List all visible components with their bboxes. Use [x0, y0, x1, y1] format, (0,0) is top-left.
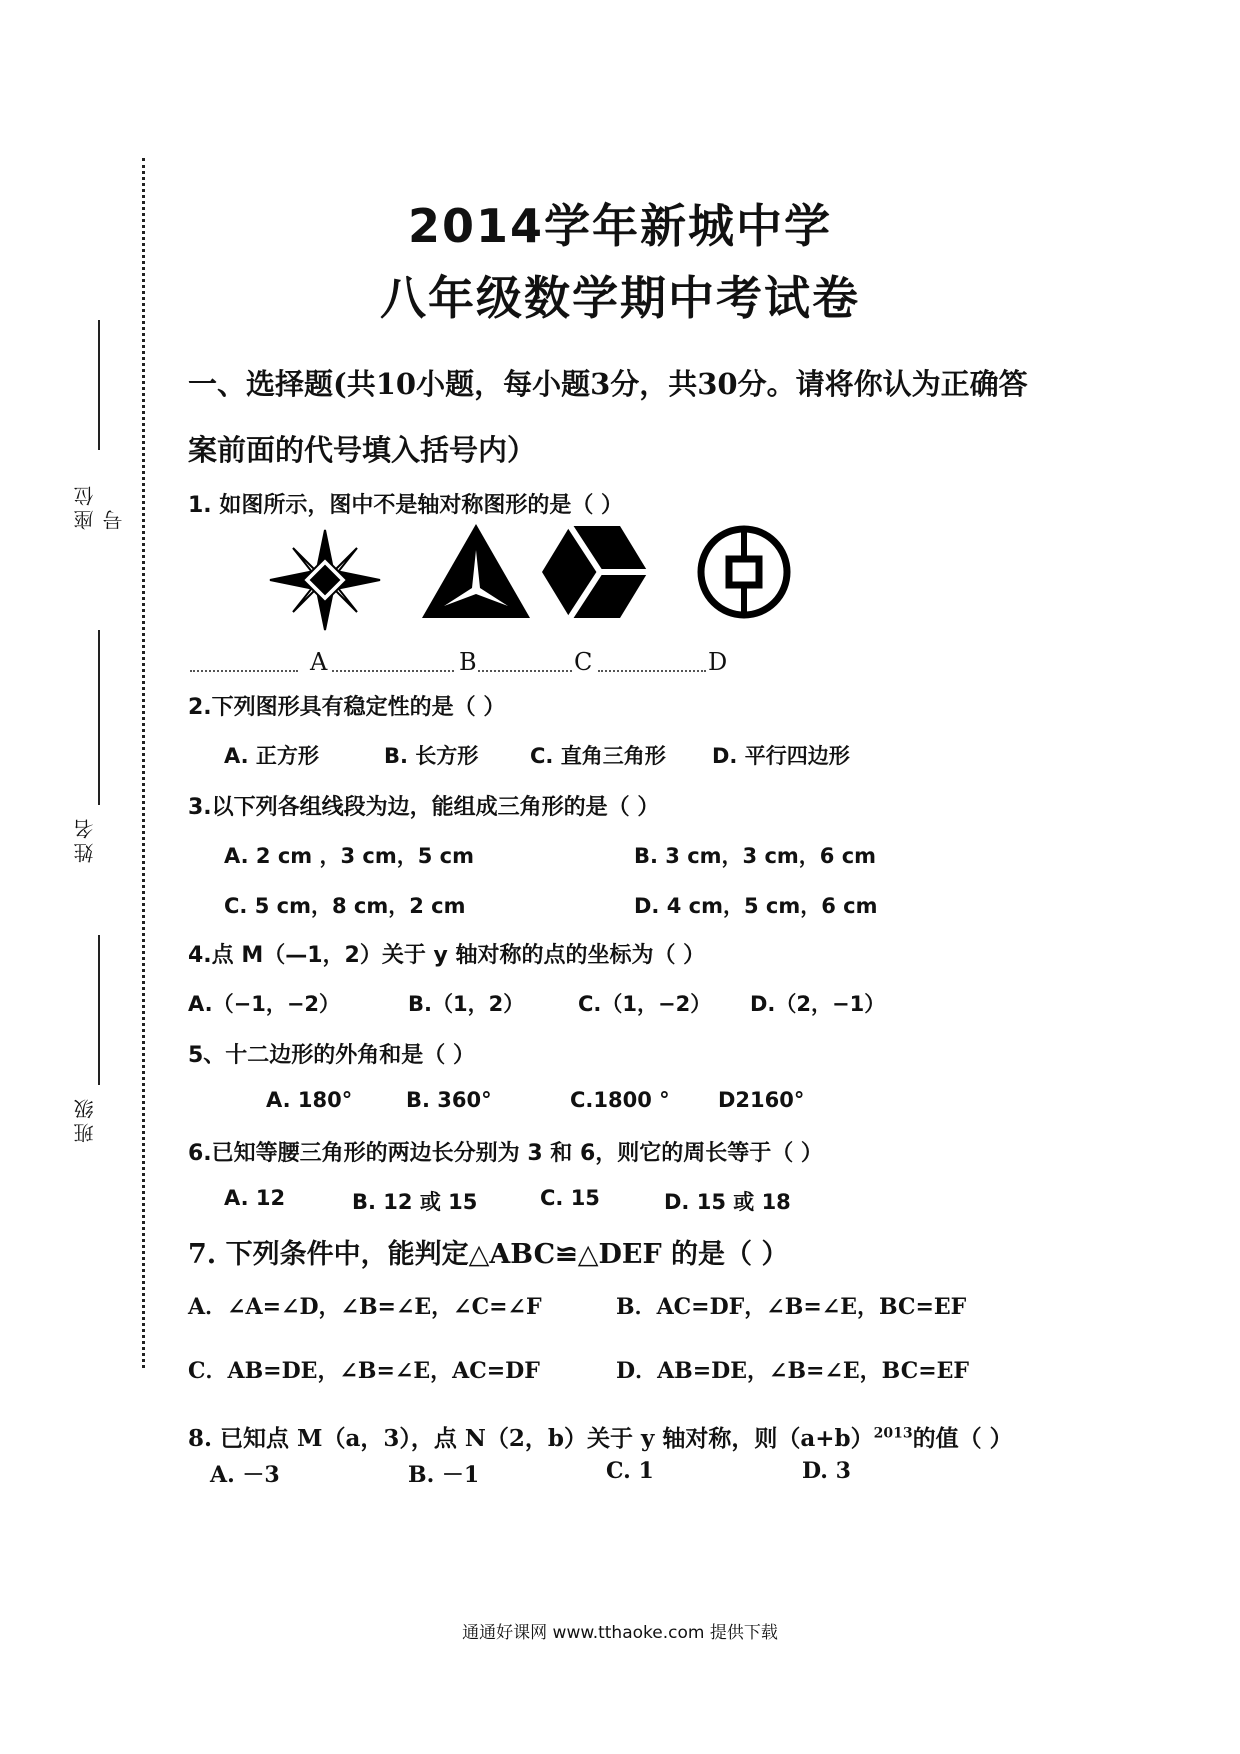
q8-option-b: B. －1: [408, 1462, 480, 1488]
question-8-exponent: 2013: [873, 1425, 913, 1442]
q2-option-c: C. 直角三角形: [530, 744, 666, 768]
q2-option-d: D. 平行四边形: [712, 744, 850, 768]
q1-dotted-leader: [190, 670, 298, 672]
q3-option-a: A. 2 cm ，3 cm，5 cm: [224, 844, 475, 868]
q4-option-c: C.（1，−2）: [578, 992, 712, 1016]
coin-figure: [696, 524, 792, 620]
seat-number-label: 座位号: [73, 482, 126, 530]
question-2: 2.下列图形具有稳定性的是（ ）: [188, 695, 506, 720]
q6-option-a: A. 12: [224, 1186, 286, 1210]
name-label: 姓名: [73, 815, 97, 863]
question-7: 7. 下列条件中，能判定△ABC≌△DEF 的是（ ）: [188, 1239, 789, 1270]
q4-option-b: B.（1，2）: [408, 992, 525, 1016]
q1-dotted-leader: [598, 670, 706, 672]
seat-number-underline: [98, 320, 100, 450]
section1-heading-line2: 案前面的代号填入括号内）: [188, 433, 537, 467]
q8-option-c: C. 1: [606, 1458, 654, 1484]
q7-option-d: D．AB=DE，∠B=∠E，BC=EF: [616, 1358, 970, 1384]
q7-option-c: C．AB=DE，∠B=∠E，AC=DF: [188, 1358, 540, 1384]
name-underline: [98, 630, 100, 805]
name-field: [70, 630, 110, 870]
class-label: 班级: [73, 1095, 97, 1143]
binding-dotted-line: [142, 158, 145, 1368]
q5-option-b: B. 360°: [406, 1088, 492, 1112]
q3-option-d: D. 4 cm，5 cm，6 cm: [634, 894, 878, 918]
q1-label-b: B: [459, 648, 477, 676]
q2-option-a: A. 正方形: [224, 744, 319, 768]
triangle-figure: [420, 522, 532, 620]
q4-option-d: D.（2，−1）: [750, 992, 886, 1016]
q3-option-b: B. 3 cm，3 cm，6 cm: [634, 844, 877, 868]
q2-option-b: B. 长方形: [384, 744, 479, 768]
q1-label-d: D: [708, 648, 728, 676]
question-6: 6.已知等腰三角形的两边长分别为 3 和 6，则它的周长等于（ ）: [188, 1141, 823, 1166]
q6-option-b: B. 12 或 15: [352, 1190, 478, 1214]
seat-number-field: [70, 320, 126, 530]
q5-option-c: C.1800 °: [570, 1088, 670, 1112]
question-3: 3.以下列各组线段为边，能组成三角形的是（ ）: [188, 795, 660, 820]
q3-option-c: C. 5 cm，8 cm，2 cm: [224, 894, 466, 918]
q1-dotted-leader: [332, 670, 454, 672]
q6-option-d: D. 15 或 18: [664, 1190, 791, 1214]
question-8-text: 8. 已知点 M（a，3），点 N（2，b）关于 y 轴对称，则（a+b）: [188, 1425, 874, 1452]
question-8: [188, 1420, 1013, 1453]
question-4: 4.点 M（—1，2）关于 y 轴对称的点的坐标为（ ）: [188, 943, 706, 968]
q4-option-a: A.（−1，−2）: [188, 992, 341, 1016]
q6-option-c: C. 15: [540, 1186, 600, 1210]
class-field: [70, 935, 110, 1150]
q8-option-d: D. 3: [802, 1458, 851, 1484]
q5-option-a: A. 180°: [266, 1088, 353, 1112]
exam-title-line2: 八年级数学期中考试卷: [380, 271, 860, 325]
exam-title-line1: 2014学年新城中学: [407, 199, 833, 253]
q1-dotted-leader: [478, 670, 572, 672]
question-5: 5、十二边形的外角和是（ ）: [188, 1043, 475, 1068]
section1-heading-line1: 一、选择题(共10小题，每小题3分，共30分。请将你认为正确答: [188, 367, 1028, 401]
q1-label-a: A: [310, 648, 328, 676]
question-1: 1. 如图所示，图中不是轴对称图形的是（ ）: [188, 493, 623, 518]
q7-option-b: B．AC=DF，∠B=∠E，BC=EF: [616, 1294, 967, 1320]
q5-option-d: D2160°: [718, 1088, 805, 1112]
q1-label-c: C: [574, 648, 593, 676]
footer-source-note: 通通好课网 www.tthaoke.com 提供下载: [462, 1623, 778, 1643]
question-8-text-end: 的值（ ）: [912, 1425, 1013, 1452]
q8-option-a: A. －3: [210, 1462, 280, 1488]
q7-option-a: A．∠A=∠D，∠B=∠E，∠C=∠F: [188, 1294, 542, 1320]
class-underline: [98, 935, 100, 1085]
compass-star-figure: [268, 528, 382, 632]
hexagon-cube-figure: [540, 524, 650, 620]
